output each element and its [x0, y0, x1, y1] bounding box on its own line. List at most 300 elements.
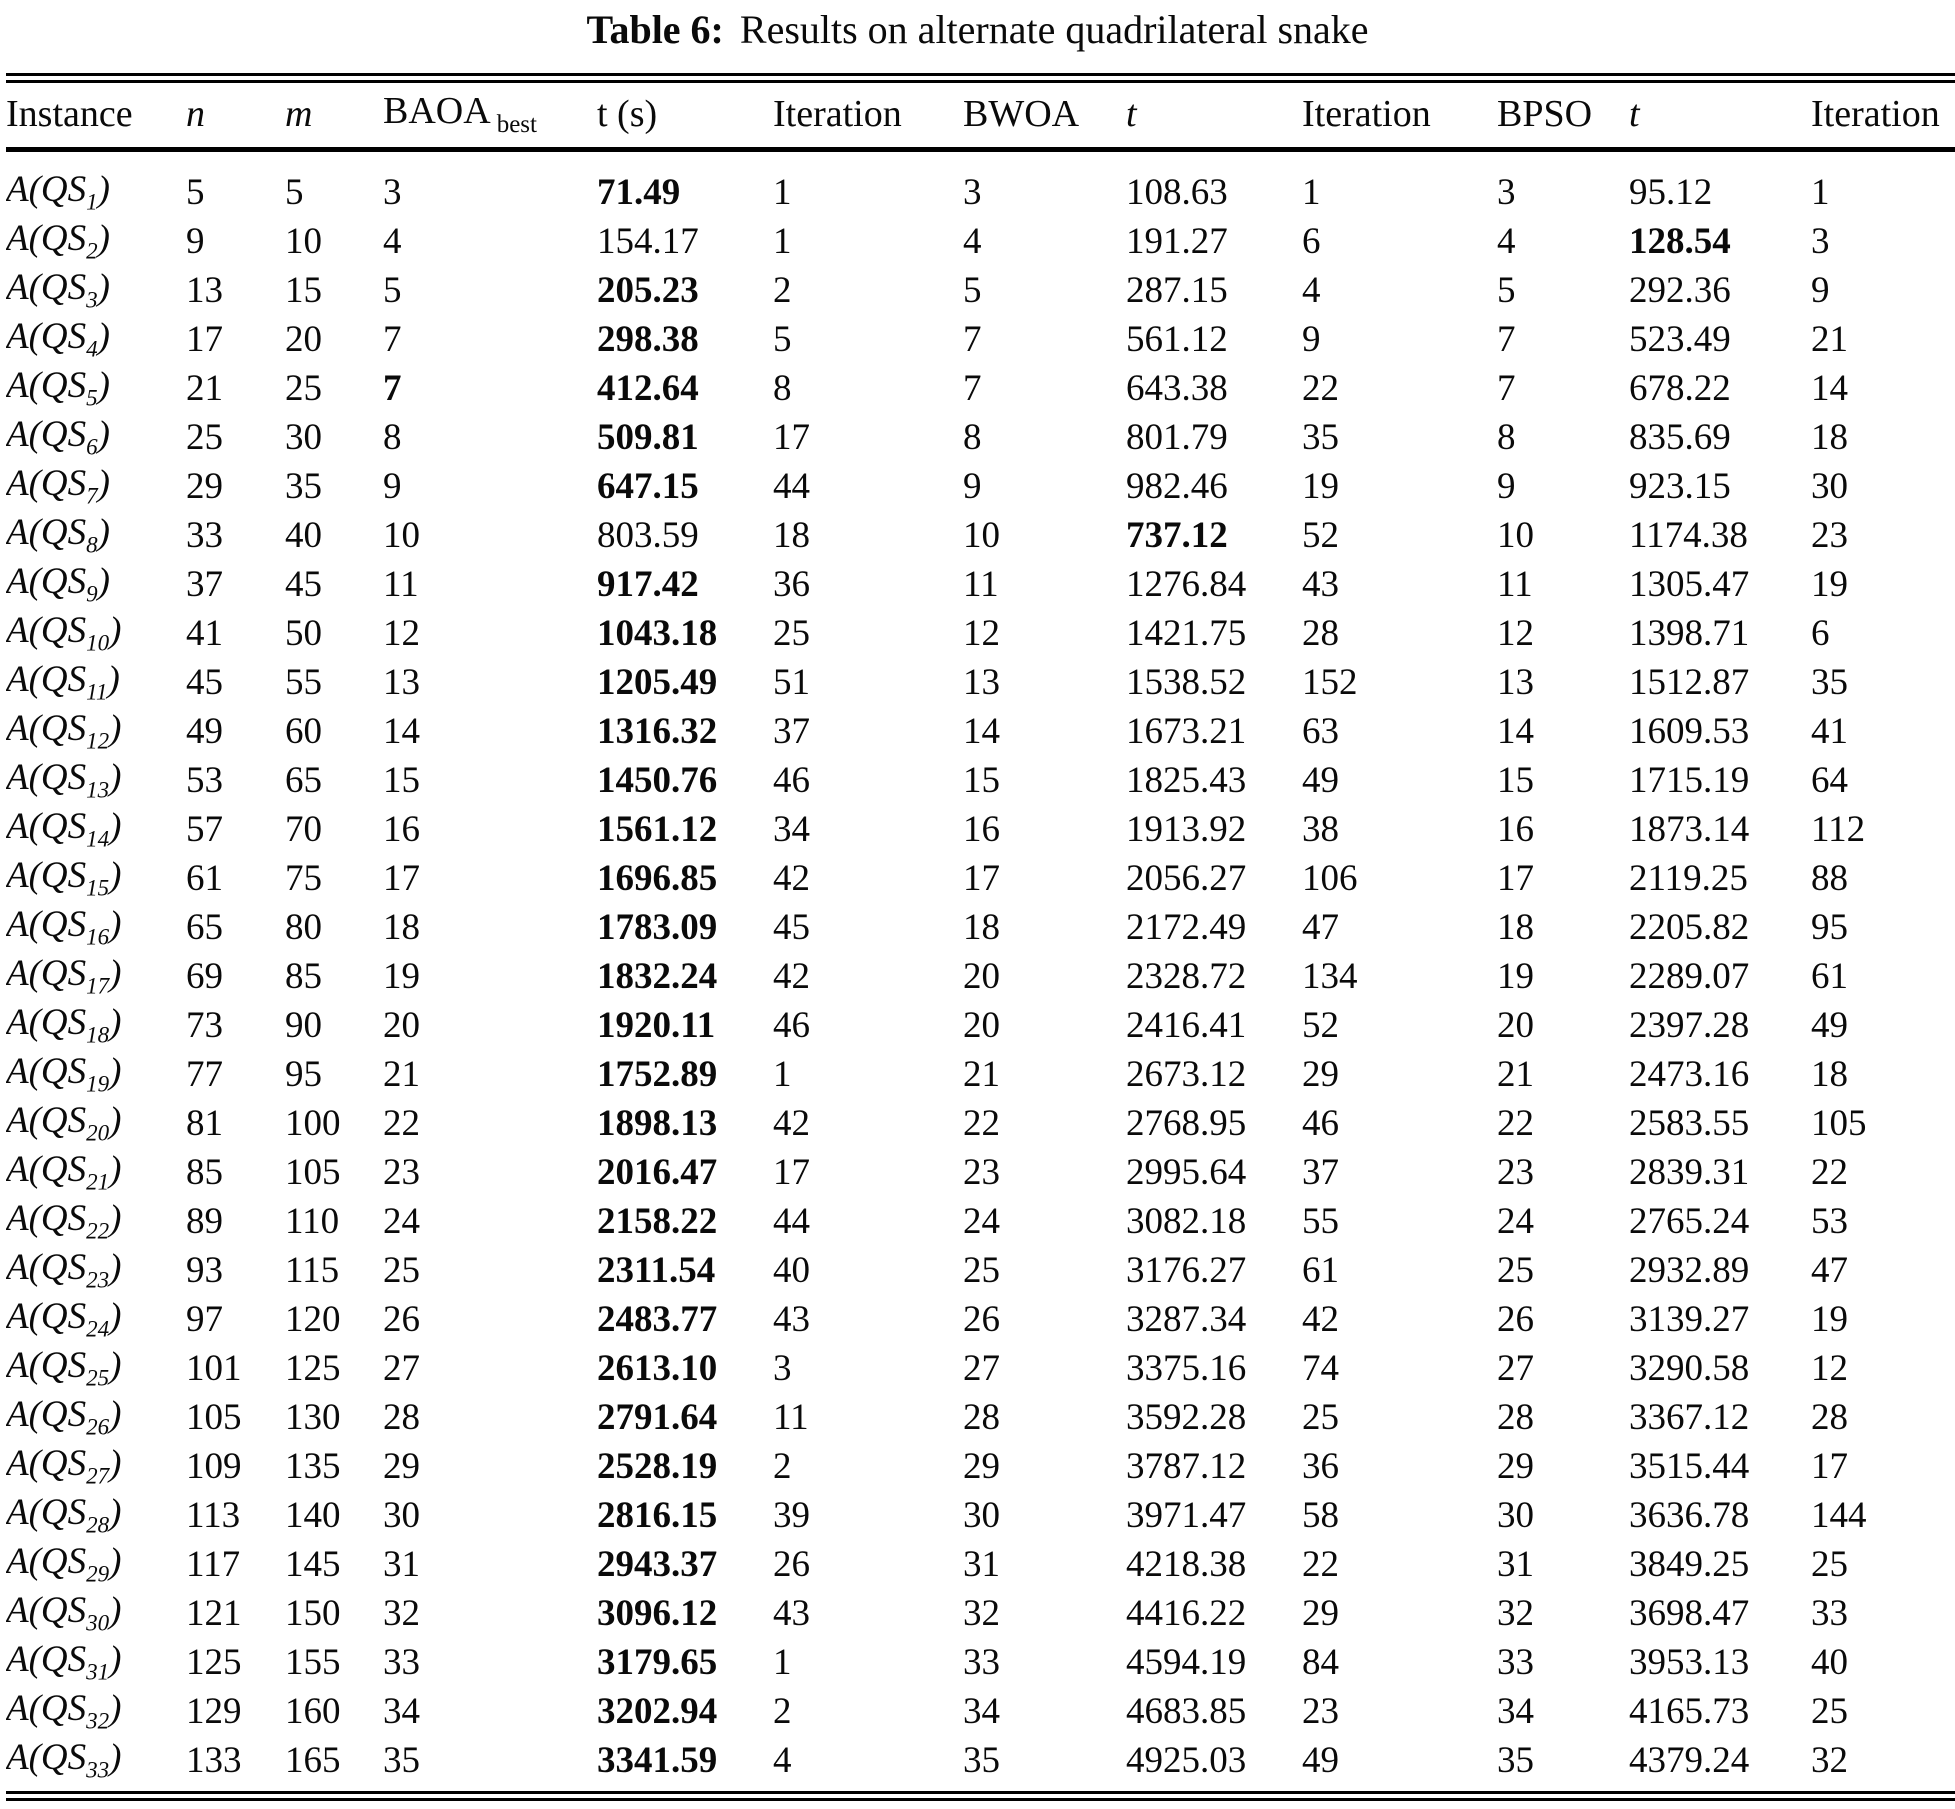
cell-baoa: 14 [383, 710, 420, 752]
cell-t1: 154.17 [597, 220, 699, 262]
cell-bpso: 17 [1497, 857, 1534, 899]
cell-n: 105 [186, 1396, 242, 1438]
cell-instance: $A(QS_{26})$ [6, 1394, 122, 1440]
cell-t2: 191.27 [1126, 220, 1228, 262]
cell-baoa: 29 [383, 1445, 420, 1487]
cell-bpso: 27 [1497, 1347, 1534, 1389]
cell-t1: 2483.77 [597, 1298, 718, 1340]
cell-baoa: 16 [383, 808, 420, 850]
cell-n: 89 [186, 1200, 223, 1242]
cell-t1: 1043.18 [597, 612, 718, 654]
table-row [6, 707, 1955, 756]
cell-t2: 1825.43 [1126, 759, 1247, 801]
cell-t2: 4925.03 [1126, 1739, 1247, 1781]
cell-bwoa: 24 [963, 1200, 1000, 1242]
cell-instance: $A(QS_{17})$ [6, 953, 122, 999]
cell-t1: 1898.13 [597, 1102, 718, 1144]
cell-instance: $A(QS_{32})$ [6, 1688, 122, 1734]
column-header-t-baoa: t (s) [597, 78, 773, 149]
cell-baoa: 26 [383, 1298, 420, 1340]
cell-i1: 46 [773, 1004, 810, 1046]
cell-t2: 1673.21 [1126, 710, 1247, 752]
table-row [6, 217, 1955, 266]
table-row [6, 149, 1955, 217]
cell-i3: 32 [1811, 1739, 1848, 1781]
cell-t2: 4218.38 [1126, 1543, 1247, 1585]
cell-t1: 2158.22 [597, 1200, 718, 1242]
cell-baoa: 7 [383, 318, 402, 360]
cell-i1: 11 [773, 1396, 809, 1438]
cell-i2: 25 [1302, 1396, 1339, 1438]
column-header-iteration-bwoa: Iteration [1302, 78, 1497, 149]
cell-baoa: 10 [383, 514, 420, 556]
cell-n: 13 [186, 269, 223, 311]
column-header-iteration-bpso: Iteration [1811, 78, 1955, 149]
table-row [6, 364, 1955, 413]
cell-bpso: 15 [1497, 759, 1534, 801]
cell-n: 113 [186, 1494, 241, 1536]
cell-bwoa: 26 [963, 1298, 1000, 1340]
cell-t3: 2397.28 [1629, 1004, 1750, 1046]
cell-bwoa: 21 [963, 1053, 1000, 1095]
cell-t3: 523.49 [1629, 318, 1731, 360]
cell-t2: 1421.75 [1126, 612, 1247, 654]
cell-i2: 49 [1302, 759, 1339, 801]
cell-bpso: 28 [1497, 1396, 1534, 1438]
cell-t1: 1316.32 [597, 710, 718, 752]
cell-i2: 46 [1302, 1102, 1339, 1144]
cell-i3: 18 [1811, 416, 1848, 458]
cell-i1: 17 [773, 1151, 810, 1193]
cell-i3: 25 [1811, 1690, 1848, 1732]
cell-t2: 1913.92 [1126, 808, 1247, 850]
cell-i1: 25 [773, 612, 810, 654]
cell-n: 5 [186, 171, 205, 213]
cell-n: 109 [186, 1445, 242, 1487]
table-row [6, 1687, 1955, 1736]
cell-i3: 21 [1811, 318, 1848, 360]
table-row [6, 1344, 1955, 1393]
cell-bpso: 19 [1497, 955, 1534, 997]
cell-m: 85 [285, 955, 322, 997]
cell-n: 77 [186, 1053, 223, 1095]
cell-t1: 2613.10 [597, 1347, 718, 1389]
cell-t2: 2416.41 [1126, 1004, 1247, 1046]
cell-bwoa: 28 [963, 1396, 1000, 1438]
cell-t3: 835.69 [1629, 416, 1731, 458]
cell-i1: 26 [773, 1543, 810, 1585]
cell-t3: 1715.19 [1629, 759, 1750, 801]
cell-baoa: 21 [383, 1053, 420, 1095]
cell-t3: 2839.31 [1629, 1151, 1750, 1193]
cell-i1: 51 [773, 661, 810, 703]
cell-n: 101 [186, 1347, 242, 1389]
cell-n: 125 [186, 1641, 242, 1683]
cell-m: 145 [285, 1543, 341, 1585]
cell-instance: $A(QS_8)$ [6, 512, 110, 558]
cell-i2: 61 [1302, 1249, 1339, 1291]
cell-m: 125 [285, 1347, 341, 1389]
cell-i2: 28 [1302, 612, 1339, 654]
cell-t3: 1305.47 [1629, 563, 1750, 605]
cell-i3: 105 [1811, 1102, 1867, 1144]
cell-bpso: 12 [1497, 612, 1534, 654]
cell-m: 110 [285, 1200, 340, 1242]
cell-i2: 9 [1302, 318, 1321, 360]
cell-i2: 1 [1302, 171, 1321, 213]
cell-i3: 12 [1811, 1347, 1848, 1389]
table-caption-text: Results on alternate quadrilateral snake [739, 7, 1369, 52]
cell-bwoa: 20 [963, 955, 1000, 997]
table-row [6, 266, 1955, 315]
cell-baoa: 24 [383, 1200, 420, 1242]
cell-t2: 3787.12 [1126, 1445, 1247, 1487]
cell-t1: 3341.59 [597, 1739, 718, 1781]
table-row [6, 1197, 1955, 1246]
cell-i1: 42 [773, 1102, 810, 1144]
cell-n: 21 [186, 367, 223, 409]
cell-i1: 40 [773, 1249, 810, 1291]
cell-n: 17 [186, 318, 223, 360]
cell-t1: 2311.54 [597, 1249, 716, 1291]
cell-bpso: 10 [1497, 514, 1534, 556]
cell-i2: 106 [1302, 857, 1358, 899]
cell-i3: 9 [1811, 269, 1830, 311]
cell-i1: 17 [773, 416, 810, 458]
cell-i3: 25 [1811, 1543, 1848, 1585]
cell-instance: $A(QS_{14})$ [6, 806, 122, 852]
column-header-bwoa: BWOA [963, 78, 1126, 149]
cell-i3: 53 [1811, 1200, 1848, 1242]
cell-m: 45 [285, 563, 322, 605]
cell-bwoa: 3 [963, 171, 982, 213]
cell-t2: 4683.85 [1126, 1690, 1247, 1732]
cell-t3: 1512.87 [1629, 661, 1750, 703]
cell-i1: 46 [773, 759, 810, 801]
cell-i3: 40 [1811, 1641, 1848, 1683]
cell-t3: 3698.47 [1629, 1592, 1750, 1634]
cell-bwoa: 31 [963, 1543, 1000, 1585]
cell-t2: 287.15 [1126, 269, 1228, 311]
cell-bpso: 3 [1497, 171, 1516, 213]
cell-baoa: 27 [383, 1347, 420, 1389]
cell-i2: 23 [1302, 1690, 1339, 1732]
cell-t1: 647.15 [597, 465, 699, 507]
cell-instance: $A(QS_{25})$ [6, 1345, 122, 1391]
cell-t3: 1398.71 [1629, 612, 1750, 654]
cell-n: 41 [186, 612, 223, 654]
cell-i2: 58 [1302, 1494, 1339, 1536]
cell-bwoa: 17 [963, 857, 1000, 899]
cell-t3: 1609.53 [1629, 710, 1750, 752]
cell-instance: $A(QS_{22})$ [6, 1198, 122, 1244]
cell-i2: 52 [1302, 1004, 1339, 1046]
cell-i1: 45 [773, 906, 810, 948]
table-row [6, 756, 1955, 805]
cell-n: 37 [186, 563, 223, 605]
cell-n: 73 [186, 1004, 223, 1046]
cell-n: 33 [186, 514, 223, 556]
cell-i2: 22 [1302, 367, 1339, 409]
cell-instance: $A(QS_{20})$ [6, 1100, 122, 1146]
cell-bpso: 22 [1497, 1102, 1534, 1144]
cell-i3: 28 [1811, 1396, 1848, 1438]
cell-i1: 34 [773, 808, 810, 850]
cell-i1: 2 [773, 1445, 792, 1487]
cell-m: 160 [285, 1690, 341, 1732]
cell-i1: 44 [773, 1200, 810, 1242]
cell-instance: $A(QS_{10})$ [6, 610, 122, 656]
cell-bpso: 35 [1497, 1739, 1534, 1781]
cell-t2: 3971.47 [1126, 1494, 1247, 1536]
cell-t1: 509.81 [597, 416, 699, 458]
cell-i3: 35 [1811, 661, 1848, 703]
cell-t2: 643.38 [1126, 367, 1228, 409]
cell-baoa: 35 [383, 1739, 420, 1781]
cell-i2: 29 [1302, 1592, 1339, 1634]
cell-bwoa: 7 [963, 318, 982, 360]
cell-instance: $A(QS_5)$ [6, 365, 110, 411]
cell-t1: 2816.15 [597, 1494, 718, 1536]
cell-instance: $A(QS_7)$ [6, 463, 110, 509]
cell-instance: $A(QS_{18})$ [6, 1002, 122, 1048]
cell-t2: 2673.12 [1126, 1053, 1247, 1095]
cell-baoa: 4 [383, 220, 402, 262]
cell-t1: 1752.89 [597, 1053, 718, 1095]
cell-t2: 1538.52 [1126, 661, 1247, 703]
cell-m: 95 [285, 1053, 322, 1095]
cell-bwoa: 8 [963, 416, 982, 458]
cell-m: 150 [285, 1592, 341, 1634]
cell-i2: 43 [1302, 563, 1339, 605]
cell-instance: $A(QS_4)$ [6, 316, 110, 362]
cell-t3: 292.36 [1629, 269, 1731, 311]
cell-m: 155 [285, 1641, 341, 1683]
cell-i1: 37 [773, 710, 810, 752]
cell-t1: 1450.76 [597, 759, 718, 801]
cell-bwoa: 5 [963, 269, 982, 311]
cell-t3: 3290.58 [1629, 1347, 1750, 1389]
cell-bwoa: 35 [963, 1739, 1000, 1781]
cell-i3: 22 [1811, 1151, 1848, 1193]
cell-i3: 47 [1811, 1249, 1848, 1291]
cell-n: 9 [186, 220, 205, 262]
cell-t1: 3096.12 [597, 1592, 718, 1634]
cell-t3: 2473.16 [1629, 1053, 1750, 1095]
cell-bpso: 30 [1497, 1494, 1534, 1536]
cell-i3: 19 [1811, 1298, 1848, 1340]
cell-t3: 2583.55 [1629, 1102, 1750, 1144]
cell-t1: 3179.65 [597, 1641, 718, 1683]
cell-bwoa: 11 [963, 563, 999, 605]
cell-t2: 4594.19 [1126, 1641, 1247, 1683]
cell-i3: 17 [1811, 1445, 1848, 1487]
cell-t2: 2995.64 [1126, 1151, 1247, 1193]
cell-i1: 1 [773, 220, 792, 262]
cell-t1: 3202.94 [597, 1690, 718, 1732]
cell-i1: 44 [773, 465, 810, 507]
cell-n: 121 [186, 1592, 242, 1634]
cell-t2: 3375.16 [1126, 1347, 1247, 1389]
cell-t3: 2765.24 [1629, 1200, 1750, 1242]
cell-n: 117 [186, 1543, 241, 1585]
cell-i2: 38 [1302, 808, 1339, 850]
cell-baoa: 19 [383, 955, 420, 997]
cell-t1: 412.64 [597, 367, 699, 409]
cell-t1: 1561.12 [597, 808, 718, 850]
column-header-t-bwoa: t [1126, 78, 1302, 149]
cell-bpso: 8 [1497, 416, 1516, 458]
cell-t2: 1276.84 [1126, 563, 1247, 605]
cell-baoa: 18 [383, 906, 420, 948]
table-row [6, 1638, 1955, 1687]
cell-instance: $A(QS_{13})$ [6, 757, 122, 803]
cell-t1: 2016.47 [597, 1151, 718, 1193]
column-header-iteration-baoa: Iteration [773, 78, 963, 149]
cell-i3: 61 [1811, 955, 1848, 997]
table-row [6, 903, 1955, 952]
cell-i3: 6 [1811, 612, 1830, 654]
cell-t3: 1174.38 [1629, 514, 1748, 556]
results-table [6, 73, 1955, 1801]
cell-m: 60 [285, 710, 322, 752]
cell-bpso: 7 [1497, 318, 1516, 360]
cell-m: 25 [285, 367, 322, 409]
cell-i3: 112 [1811, 808, 1866, 850]
cell-instance: $A(QS_{24})$ [6, 1296, 122, 1342]
cell-bwoa: 20 [963, 1004, 1000, 1046]
cell-instance: $A(QS_6)$ [6, 414, 110, 460]
table-row [6, 952, 1955, 1001]
cell-bwoa: 25 [963, 1249, 1000, 1291]
cell-t1: 917.42 [597, 563, 699, 605]
cell-i3: 41 [1811, 710, 1848, 752]
cell-t3: 3636.78 [1629, 1494, 1750, 1536]
cell-i1: 4 [773, 1739, 792, 1781]
cell-n: 25 [186, 416, 223, 458]
cell-n: 69 [186, 955, 223, 997]
table-row [6, 1589, 1955, 1638]
column-header-bpso: BPSO [1497, 78, 1629, 149]
cell-i2: 74 [1302, 1347, 1339, 1389]
table-row [6, 1736, 1955, 1796]
cell-m: 30 [285, 416, 322, 458]
cell-t2: 108.63 [1126, 171, 1228, 213]
table-row [6, 1001, 1955, 1050]
cell-baoa: 33 [383, 1641, 420, 1683]
cell-t1: 205.23 [597, 269, 699, 311]
cell-bpso: 20 [1497, 1004, 1534, 1046]
cell-instance: $A(QS_{11})$ [6, 659, 120, 705]
cell-m: 40 [285, 514, 322, 556]
cell-instance: $A(QS_{12})$ [6, 708, 122, 754]
cell-t2: 2768.95 [1126, 1102, 1247, 1144]
cell-t2: 2328.72 [1126, 955, 1247, 997]
cell-bwoa: 34 [963, 1690, 1000, 1732]
cell-t3: 3953.13 [1629, 1641, 1750, 1683]
cell-n: 61 [186, 857, 223, 899]
cell-t1: 2791.64 [597, 1396, 718, 1438]
cell-t3: 1873.14 [1629, 808, 1750, 850]
cell-baoa: 13 [383, 661, 420, 703]
table-row [6, 1050, 1955, 1099]
cell-n: 97 [186, 1298, 223, 1340]
cell-i3: 23 [1811, 514, 1848, 556]
cell-i1: 39 [773, 1494, 810, 1536]
cell-i3: 14 [1811, 367, 1848, 409]
cell-bpso: 7 [1497, 367, 1516, 409]
cell-t3: 2289.07 [1629, 955, 1750, 997]
table-row [6, 511, 1955, 560]
cell-i2: 19 [1302, 465, 1339, 507]
cell-baoa: 25 [383, 1249, 420, 1291]
cell-i1: 5 [773, 318, 792, 360]
table-row [6, 462, 1955, 511]
table-row [6, 1491, 1955, 1540]
table-row [6, 609, 1955, 658]
cell-bwoa: 16 [963, 808, 1000, 850]
cell-bwoa: 9 [963, 465, 982, 507]
cell-i1: 8 [773, 367, 792, 409]
cell-i2: 35 [1302, 416, 1339, 458]
cell-bwoa: 4 [963, 220, 982, 262]
cell-bwoa: 7 [963, 367, 982, 409]
cell-i2: 52 [1302, 514, 1339, 556]
cell-n: 81 [186, 1102, 223, 1144]
cell-bpso: 9 [1497, 465, 1516, 507]
cell-i2: 55 [1302, 1200, 1339, 1242]
cell-bpso: 14 [1497, 710, 1534, 752]
cell-i1: 36 [773, 563, 810, 605]
cell-bwoa: 13 [963, 661, 1000, 703]
cell-t1: 2943.37 [597, 1543, 718, 1585]
cell-n: 129 [186, 1690, 242, 1732]
cell-m: 165 [285, 1739, 341, 1781]
cell-instance: $A(QS_{15})$ [6, 855, 122, 901]
cell-t3: 3367.12 [1629, 1396, 1750, 1438]
cell-bwoa: 12 [963, 612, 1000, 654]
cell-m: 115 [285, 1249, 340, 1291]
cell-m: 90 [285, 1004, 322, 1046]
table-caption-number: Table 6: [586, 7, 724, 52]
cell-t1: 298.38 [597, 318, 699, 360]
column-header-instance: Instance [6, 78, 186, 149]
cell-t3: 3515.44 [1629, 1445, 1750, 1487]
cell-bpso: 25 [1497, 1249, 1534, 1291]
cell-n: 57 [186, 808, 223, 850]
cell-i2: 4 [1302, 269, 1321, 311]
cell-i3: 3 [1811, 220, 1830, 262]
cell-baoa: 9 [383, 465, 402, 507]
cell-bwoa: 33 [963, 1641, 1000, 1683]
cell-n: 133 [186, 1739, 242, 1781]
table-caption [0, 0, 1955, 53]
cell-i1: 43 [773, 1592, 810, 1634]
cell-t1: 1205.49 [597, 661, 718, 703]
cell-baoa: 34 [383, 1690, 420, 1732]
cell-i3: 95 [1811, 906, 1848, 948]
cell-t3: 3139.27 [1629, 1298, 1750, 1340]
cell-t2: 3287.34 [1126, 1298, 1247, 1340]
cell-i3: 19 [1811, 563, 1848, 605]
cell-m: 100 [285, 1102, 341, 1144]
cell-instance: $A(QS_9)$ [6, 561, 110, 607]
cell-baoa: 7 [383, 367, 402, 409]
cell-baoa: 5 [383, 269, 402, 311]
column-header-baoa: BAOA $_{best}$ [383, 78, 597, 149]
cell-m: 70 [285, 808, 322, 850]
column-header-n: n [186, 78, 285, 149]
